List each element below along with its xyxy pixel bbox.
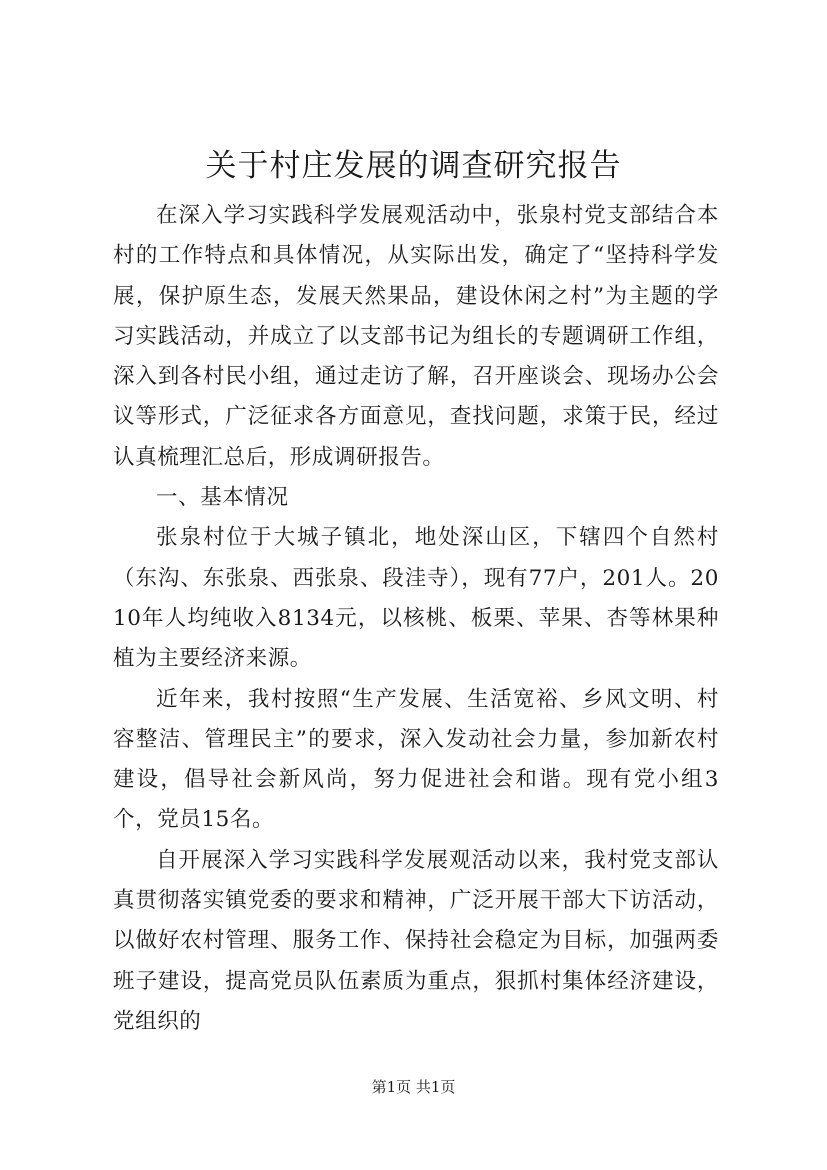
document-title: 关于村庄发展的调查研究报告 [205,148,622,184]
paragraph-activity-progress: 自开展深入学习实践科学发展观活动以来，我村党支部认真贯彻落实镇党委的要求和精神，广泛开展干部大下访活动，以做好农村管理、服务工作、保持社会稳定为目标，加强两委班子建设，提高党员队伍素质为重点，狠抓村集体经济建设，党组织的 [113,847,719,1034]
paragraph-recent-years: 近年来，我村按照“生产发展、生活宽裕、乡风文明、村容整洁、管理民主”的要求，深入发动社会力量，参加新农村建设，倡导社会新风尚，努力促进社会和谐。现有党小组3个，党员15名。 [113,686,719,833]
paragraph-intro: 在深入学习实践科学发展观活动中，张泉村党支部结合本村的工作特点和具体情况，从实际出发，确定了“坚持科学发展，保护原生态，发展天然果品，建设休闲之村”为主题的学习实践活动，并成立了以支部书记为组长的专题调研工作组，深入到各村民小组，通过走访了解，召开座谈会、现场办公会议等形式，广泛征求各方面意见，查找问题，求策于民，经过认真梳理汇总后，形成调研报告。 [113,203,719,470]
section-heading-basic-info: 一、基本情况 [156,485,289,511]
page-number-footer: 第1页 共1页 [371,1078,456,1096]
paragraph-village-overview: 张泉村位于大城子镇北，地处深山区，下辖四个自然村（东沟、东张泉、西张泉、段洼寺），现有77户，201人。2010年人均纯收入8134元，以核桃、板栗、苹果、杏等林果种植为主要经济来源。 [113,525,719,672]
document-body [113,196,719,1042]
